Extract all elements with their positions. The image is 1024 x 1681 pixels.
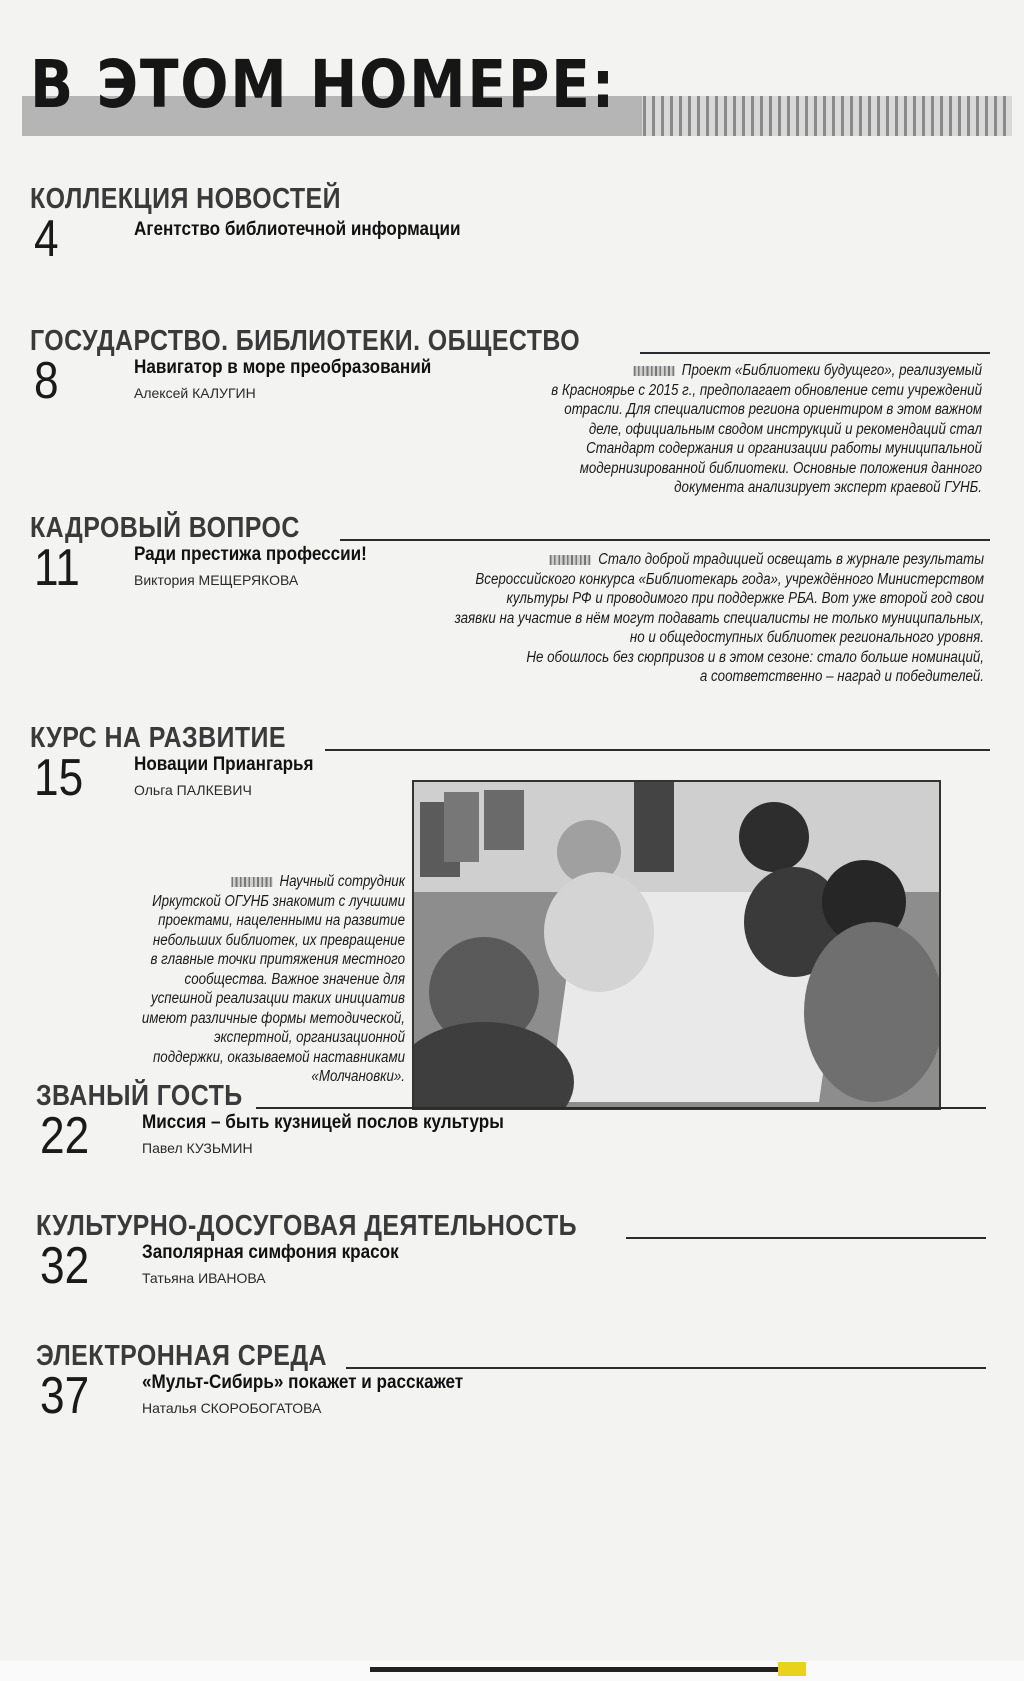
section-rule bbox=[256, 1107, 986, 1109]
section-header bbox=[30, 722, 990, 756]
lead-line: в Красноярье с 2015 г., предполагает обновление сети учреждений bbox=[551, 381, 982, 399]
section-title: КУРС НА РАЗВИТИЕ bbox=[30, 722, 286, 754]
section-development bbox=[30, 722, 990, 1112]
lead-line: поддержки, оказываемой наставниками bbox=[152, 1048, 405, 1066]
page-number[interactable]: 32 bbox=[40, 1237, 90, 1295]
lead-line: в главные точки притяжения местного bbox=[150, 951, 405, 968]
section-header bbox=[36, 1340, 986, 1374]
article-author: Виктория МЕЩЕРЯКОВА bbox=[134, 572, 299, 588]
lead-line: отрасли. Для специалистов региона ориентиром в этом важном bbox=[564, 401, 982, 418]
article-title[interactable]: Ради престижа профессии! bbox=[134, 544, 367, 565]
section-header bbox=[36, 1210, 986, 1244]
section-guest bbox=[36, 1080, 986, 1170]
lead-line: Научный сотрудник bbox=[83, 872, 406, 892]
article-title[interactable]: Навигатор в море преобразований bbox=[134, 357, 432, 378]
lead-line: Не обошлось без сюрпризов и в этом сезоне: стало больше номинаций, bbox=[526, 648, 984, 666]
section-electronic-environment bbox=[36, 1340, 986, 1430]
article-lead bbox=[382, 550, 984, 687]
lead-line: сообщества. Важное значение для bbox=[184, 970, 405, 988]
section-title: КОЛЛЕКЦИЯ НОВОСТЕЙ bbox=[30, 183, 341, 215]
lead-line: имеют различные формы методической, bbox=[141, 1009, 405, 1027]
article-author: Наталья СКОРОБОГАТОВА bbox=[142, 1400, 322, 1416]
lead-line: «Молчановки». bbox=[311, 1068, 405, 1085]
lead-line: Иркутской ОГУНБ знакомит с лучшими bbox=[152, 892, 405, 910]
lead-line: небольших библиотек, их превращение bbox=[152, 931, 405, 949]
page-number[interactable]: 11 bbox=[34, 539, 80, 597]
article-title[interactable]: Миссия – быть кузницей послов культуры bbox=[142, 1112, 504, 1133]
lead-line: проектами, нацеленными на развитие bbox=[158, 912, 405, 929]
workshop-photo-illustration bbox=[414, 782, 939, 1108]
section-cultural-leisure bbox=[36, 1210, 986, 1300]
page-number[interactable]: 22 bbox=[40, 1107, 90, 1165]
article-author: Павел КУЗЬМИН bbox=[142, 1140, 253, 1156]
article-title[interactable]: Агентство библиотечной информации bbox=[134, 219, 461, 240]
lead-line: документа анализирует эксперт краевой ГУНБ. bbox=[674, 479, 982, 496]
lead-line: Всероссийского конкурса «Библиотекарь года», учреждённого Министерством bbox=[475, 570, 984, 588]
section-personnel bbox=[30, 512, 990, 692]
lead-line: но и общедоступных библиотек регионального уровня. bbox=[629, 629, 984, 646]
lead-line: Стало доброй традицией освещать в журнале результаты bbox=[382, 550, 984, 570]
article-author: Алексей КАЛУГИН bbox=[134, 385, 256, 401]
lead-marker bbox=[231, 877, 272, 887]
section-header bbox=[36, 1080, 986, 1114]
page-title: В ЭТОМ НОМЕРЕ: bbox=[30, 46, 617, 123]
lead-line: экспертной, организационной bbox=[213, 1029, 405, 1046]
article-lead bbox=[466, 361, 982, 498]
article-title[interactable]: Заполярная симфония красок bbox=[142, 1242, 399, 1263]
section-title: ГОСУДАРСТВО. БИБЛИОТЕКИ. ОБЩЕСТВО bbox=[30, 325, 581, 357]
bottom-yellow-accent bbox=[778, 1662, 806, 1676]
article-lead bbox=[83, 872, 406, 1087]
lead-line: а соответственно – наград и победителей. bbox=[699, 668, 984, 685]
lead-line: деле, официальным сводом инструкций и рекомендаций стал bbox=[588, 420, 982, 438]
page-number[interactable]: 37 bbox=[40, 1367, 90, 1425]
section-title: КАДРОВЫЙ ВОПРОС bbox=[30, 512, 300, 544]
article-photo[interactable] bbox=[412, 780, 941, 1110]
article-author: Татьяна ИВАНОВА bbox=[142, 1270, 266, 1286]
section-rule bbox=[340, 539, 990, 541]
section-state-libraries-society bbox=[30, 325, 990, 500]
article-title[interactable]: «Мульт-Сибирь» покажет и расскажет bbox=[142, 1372, 464, 1393]
section-rule bbox=[325, 749, 990, 751]
lead-line: Проект «Библиотеки будущего», реализуемый bbox=[466, 361, 982, 381]
page-number[interactable]: 4 bbox=[34, 210, 59, 268]
issue-header bbox=[22, 36, 1012, 134]
lead-line: модернизированной библиотеки. Основные положения данного bbox=[579, 459, 982, 477]
section-rule bbox=[640, 352, 990, 354]
lead-line: заявки на участие в нём могут подавать специалисты не только муниципальных, bbox=[454, 609, 984, 627]
section-news bbox=[30, 183, 990, 273]
section-rule bbox=[346, 1367, 986, 1369]
lead-line: культуры РФ и проводимого при поддержке РБА. Вот уже второй год свои bbox=[506, 590, 984, 607]
page-number[interactable]: 8 bbox=[34, 352, 59, 410]
article-author: Ольга ПАЛКЕВИЧ bbox=[134, 782, 252, 798]
section-title: ЗВАНЫЙ ГОСТЬ bbox=[36, 1080, 243, 1112]
section-rule bbox=[626, 1237, 986, 1239]
section-title: КУЛЬТУРНО-ДОСУГОВАЯ ДЕЯТЕЛЬНОСТЬ bbox=[36, 1210, 577, 1242]
article-title[interactable]: Новации Приангарья bbox=[134, 754, 314, 775]
section-header bbox=[30, 183, 990, 217]
section-title: ЭЛЕКТРОННАЯ СРЕДА bbox=[36, 1340, 327, 1372]
lead-line: успешной реализации таких инициатив bbox=[150, 990, 405, 1007]
lead-marker bbox=[634, 366, 675, 376]
page-number[interactable]: 15 bbox=[34, 749, 84, 807]
bottom-decorative-bar bbox=[370, 1667, 780, 1672]
section-header bbox=[30, 325, 990, 359]
lead-line: Стандарт содержания и организации работы муниципальной bbox=[586, 440, 982, 457]
section-header bbox=[30, 512, 990, 546]
lead-marker bbox=[550, 555, 591, 565]
